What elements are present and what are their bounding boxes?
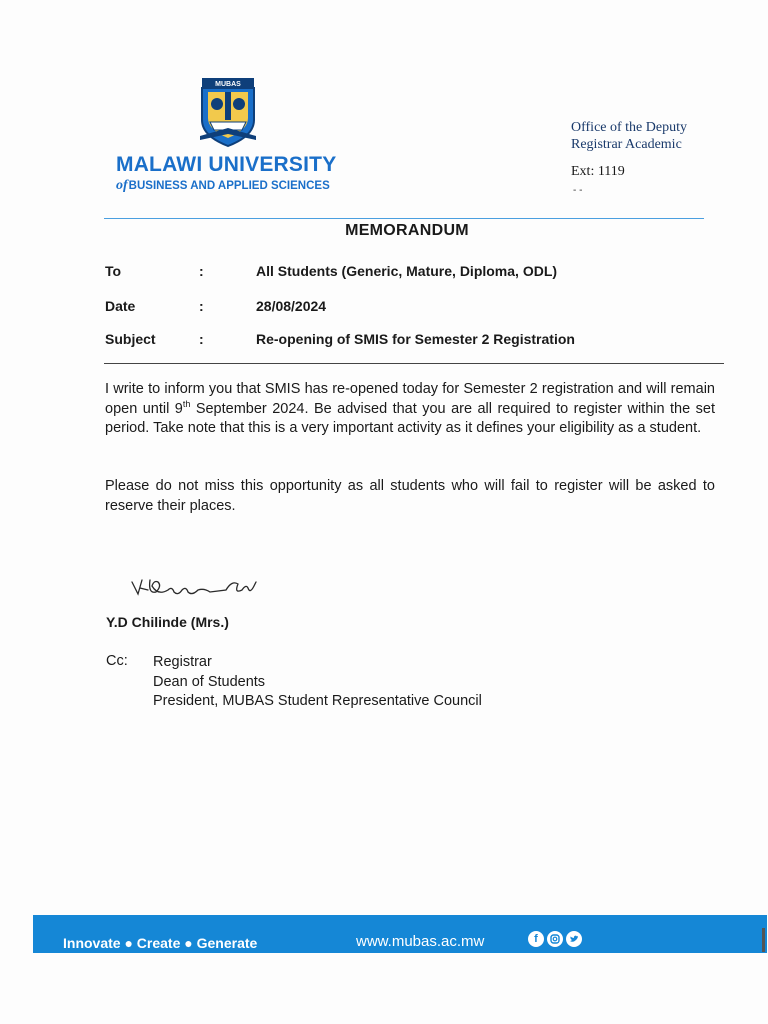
field-colon: : [199,331,204,347]
cc-recipient: Dean of Students [153,673,266,690]
cc-recipient: President, MUBAS Student Representative Council [153,693,482,709]
signer-name: Y.D Chilinde (Mrs.) [106,614,229,630]
field-label: Date [105,298,136,314]
cc-recipient: Registrar [153,654,212,670]
body-paragraph-2: Please do not miss this opportunity as all students who will fail to register will be asked to reserve their places. [105,478,715,514]
cc-recipient-list [153,653,482,712]
university-crest-logo [196,76,260,148]
university-subtitle-text: BUSINESS AND APPLIED SCIENCES [128,180,330,192]
handwritten-signature [128,572,268,602]
twitter-icon[interactable] [566,931,582,947]
cc-label: Cc: [106,653,128,669]
paragraph-1-part-a: I write to inform you that SMIS has re-opened today for Semester 2 registration and will remain open until 9 [105,381,715,417]
footer-banner [33,915,767,953]
facebook-icon[interactable]: f [528,931,544,947]
office-line-2: Registrar Academic [571,137,682,152]
footer-slogan: Innovate ● Create ● Generate [63,935,258,951]
field-value: All Students (Generic, Mature, Diploma, ODL) [256,263,558,279]
memo-title [0,222,768,240]
instagram-icon[interactable] [547,931,563,947]
memo-title-text: MEMORANDUM [345,222,469,239]
body-paragraph-1 [105,380,715,439]
crest-text: MUBAS [215,81,241,88]
ordinal-suffix: th [182,398,191,409]
field-colon: : [199,298,204,314]
office-line-1: Office of the Deputy [571,120,687,135]
footer-website[interactable]: www.mubas.ac.mw [356,933,485,950]
field-value: Re-opening of SMIS for Semester 2 Registration [256,331,575,347]
paragraph-1-part-b: September 2024. Be advised that you are all required to register within the set period. Take note that this is a very important activity as it defines your eligibility as a student. [105,400,715,436]
extension-dash: - - [573,185,583,196]
field-value: 28/08/2024 [256,298,327,314]
field-colon: : [199,263,204,279]
fields-divider [104,363,724,364]
social-icons [528,931,582,947]
field-label: Subject [105,331,156,347]
page-edge-mark [762,928,765,952]
extension-number: Ext: 1119 [571,164,625,179]
office-block [571,119,687,153]
university-name: MALAWI UNIVERSITY [116,153,337,176]
field-label: To [105,263,122,279]
university-subtitle [116,178,330,194]
header-divider [104,218,704,219]
university-subtitle-of: of [116,178,128,193]
